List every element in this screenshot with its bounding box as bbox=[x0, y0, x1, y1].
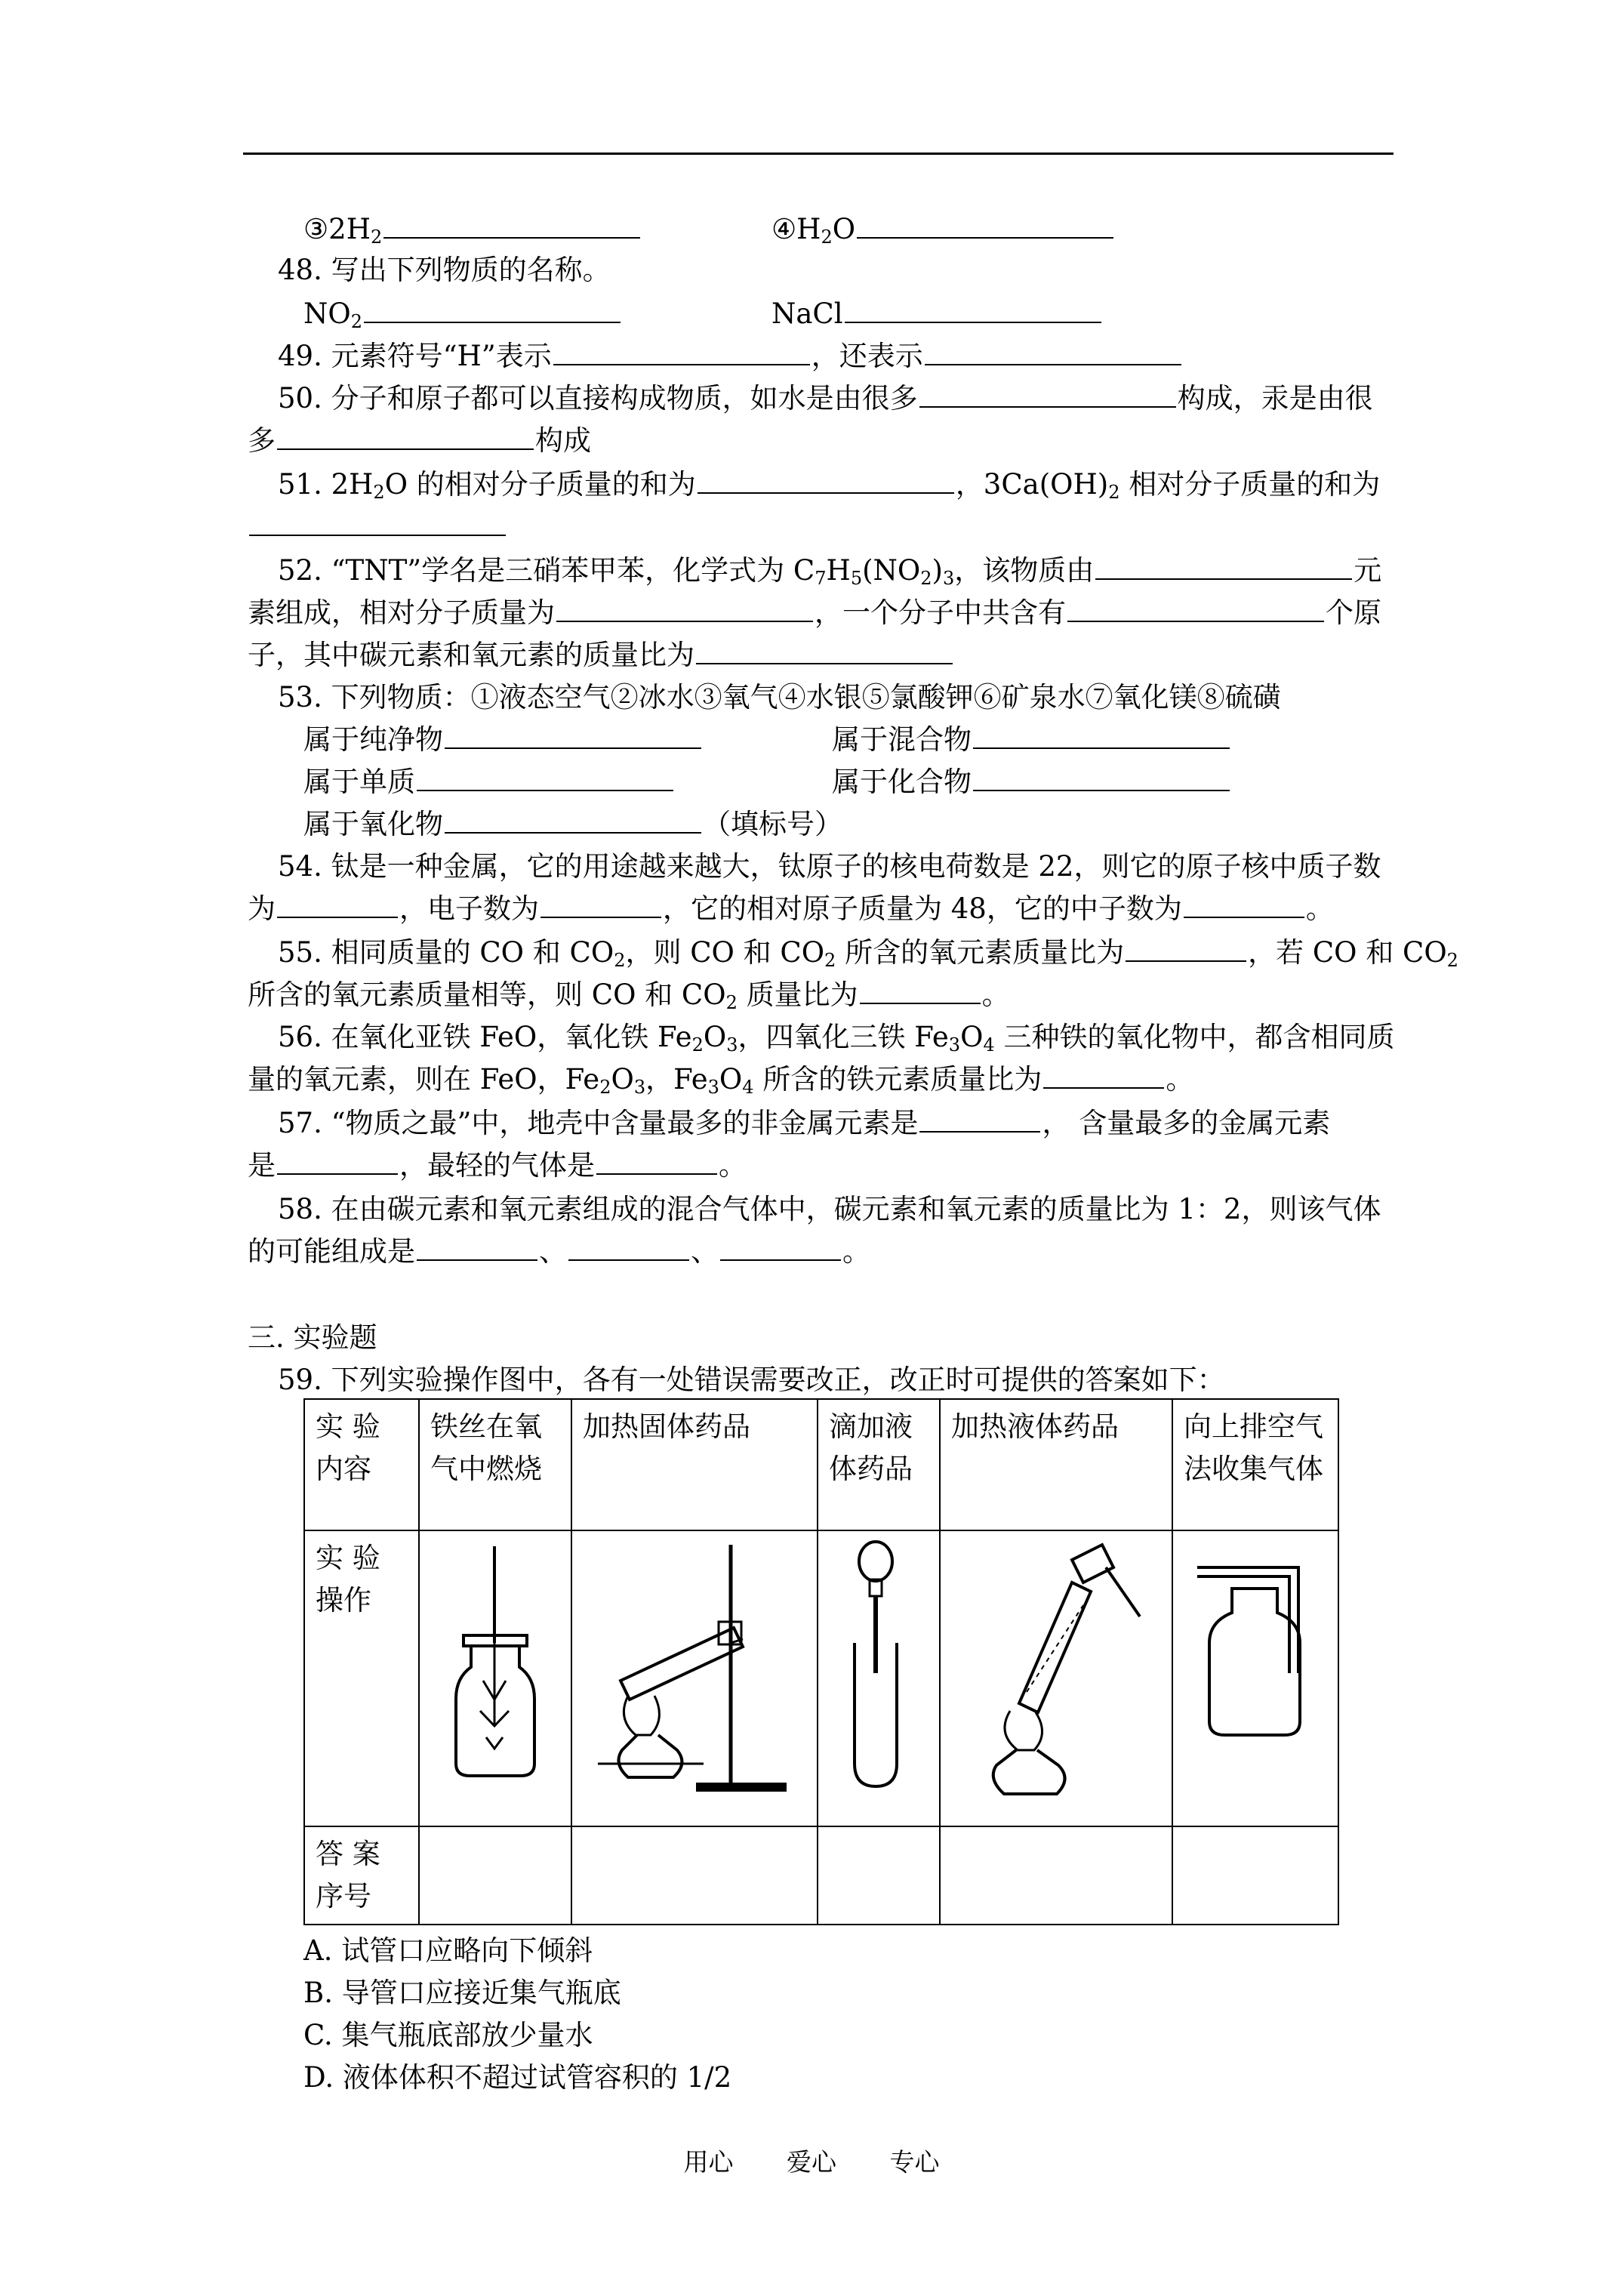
q53-line: 53. 下列物质：①液态空气②冰水③氧气④水银⑤氯酸钾⑥矿泉水⑦氧化镁⑧硫磺 bbox=[278, 681, 1281, 713]
q50-line2: 多 构成 bbox=[248, 420, 1410, 462]
q56-line2: 量的氧元素，则在 FeO，$Fe_2O_3$，$Fe_3O_4$ 所含的铁元素质量比为 。 bbox=[248, 1059, 1410, 1101]
answer-blank[interactable] bbox=[973, 719, 1230, 749]
answer-blank[interactable] bbox=[417, 1231, 537, 1261]
footer-text: 用心 bbox=[683, 2147, 734, 2177]
answer-blank[interactable] bbox=[277, 888, 398, 918]
row-header-content: 实 验 内容 bbox=[304, 1399, 419, 1530]
q58-line: 58. 在由碳元素和氧元素组成的混合气体中，碳元素和氧元素的质量比为 1：2，则该气体 bbox=[278, 1193, 1381, 1225]
answer-blank[interactable] bbox=[696, 634, 953, 664]
page-footer bbox=[0, 2143, 1623, 2178]
q49-line: 49. 元素符号“H”表示 ，还表示 bbox=[278, 335, 1440, 378]
q48-items: $NO_2$ NaCl bbox=[303, 293, 1466, 335]
answer-blank[interactable] bbox=[417, 761, 673, 791]
section-title-experiment: 三. 实验题 bbox=[248, 1321, 377, 1354]
answer-blank[interactable] bbox=[249, 506, 506, 536]
gas-collection-bottle-icon bbox=[1184, 1537, 1327, 1817]
q48-line: 48. 写出下列物质的名称。 bbox=[278, 254, 611, 286]
q53-row2: 属于单质 属于化合物 bbox=[303, 761, 1466, 803]
answer-blank[interactable] bbox=[857, 208, 1113, 239]
q52-line: 52. “TNT”学名是三硝苯甲苯，化学式为 $C_7H_5(NO_2)_3$，该物质由 元 bbox=[278, 550, 1440, 592]
answer-blank[interactable] bbox=[277, 1145, 398, 1175]
q51-line: 51. $2H_2O$ 的相对分子质量的和为 ，$3Ca(OH)_2$ 相对分子质量的和为 bbox=[278, 464, 1440, 506]
answer-blank[interactable] bbox=[364, 293, 621, 323]
answer-blank[interactable] bbox=[698, 464, 954, 494]
cell-heat-liquid-image bbox=[940, 1530, 1172, 1826]
col-heat-solid: 加热固体药品 bbox=[571, 1399, 818, 1530]
dropper-test-tube-icon bbox=[829, 1537, 927, 1817]
answer-cell[interactable] bbox=[940, 1826, 1172, 1925]
q54-line: 54. 钛是一种金属，它的用途越来越大，钛原子的核电荷数是 22，则它的原子核中质子数 bbox=[278, 850, 1381, 883]
col-iron-wire: 铁丝在氧气中燃烧 bbox=[419, 1399, 571, 1530]
answer-blank[interactable] bbox=[568, 1231, 689, 1261]
answer-blank[interactable] bbox=[445, 803, 701, 834]
q53-row3: 属于氧化物 （填标号） bbox=[303, 803, 1466, 846]
q55-line: 55. 相同质量的 CO 和 $CO_2$，则 CO 和 $CO_2$ 所含的氧元素质量比为 ，若 CO 和 $CO_2$ bbox=[278, 932, 1440, 974]
footer-text: 专心 bbox=[889, 2147, 940, 2177]
q57-line: 57. “物质之最”中，地壳中含量最多的非金属元素是 ， 含量最多的金属元素 bbox=[278, 1102, 1440, 1145]
q51-line2 bbox=[248, 506, 1410, 548]
q58-line2: 的可能组成是 、 、 。 bbox=[248, 1231, 1410, 1273]
heat-liquid-apparatus-icon bbox=[951, 1537, 1155, 1817]
q50-line: 50. 分子和原子都可以直接构成物质，如水是由很多 构成，汞是由很 bbox=[278, 378, 1440, 420]
heat-solid-apparatus-icon bbox=[583, 1537, 802, 1817]
answer-blank[interactable] bbox=[1126, 932, 1246, 962]
q59-line: 59. 下列实验操作图中，各有一处错误需要改正，改正时可提供的答案如下： bbox=[278, 1364, 1225, 1396]
q47-line: $③2H_2$ $④H_2O$ bbox=[303, 208, 1466, 251]
answer-blank[interactable] bbox=[1095, 550, 1352, 580]
cell-heat-solid-image bbox=[571, 1530, 818, 1826]
answer-cell[interactable] bbox=[419, 1826, 571, 1925]
iron-wire-jar-icon bbox=[430, 1537, 559, 1817]
answer-blank[interactable] bbox=[720, 1231, 841, 1261]
cell-gas-collect-image bbox=[1172, 1530, 1338, 1826]
option-c: C. 集气瓶底部放少量水 bbox=[303, 2019, 593, 2051]
answer-blank[interactable] bbox=[540, 888, 661, 918]
answer-blank[interactable] bbox=[596, 1145, 717, 1175]
row-header-answer: 答 案 序号 bbox=[304, 1826, 419, 1925]
answer-cell[interactable] bbox=[571, 1826, 818, 1925]
answer-blank[interactable] bbox=[973, 761, 1230, 791]
q52-line2: 素组成，相对分子质量为 ，一个分子中共含有 个原 bbox=[248, 592, 1410, 634]
table-row bbox=[304, 1399, 1338, 1530]
answer-blank[interactable] bbox=[1184, 888, 1304, 918]
q53-row1: 属于纯净物 属于混合物 bbox=[303, 719, 1466, 761]
answer-blank[interactable] bbox=[845, 293, 1101, 323]
option-b: B. 导管口应接近集气瓶底 bbox=[303, 1977, 621, 2009]
answer-blank[interactable] bbox=[383, 208, 640, 239]
table-row bbox=[304, 1530, 1338, 1826]
row-header-operation: 实 验 操作 bbox=[304, 1530, 419, 1826]
answer-blank[interactable] bbox=[925, 335, 1181, 365]
answer-blank[interactable] bbox=[860, 974, 981, 1004]
experiment-table bbox=[303, 1398, 1339, 1925]
answer-blank[interactable] bbox=[1043, 1059, 1164, 1089]
cell-drop-liquid-image bbox=[818, 1530, 940, 1826]
col-drop-liquid: 滴加液体药品 bbox=[818, 1399, 940, 1530]
col-heat-liquid: 加热液体药品 bbox=[940, 1399, 1172, 1530]
answer-cell[interactable] bbox=[818, 1826, 940, 1925]
answer-blank[interactable] bbox=[553, 335, 810, 365]
answer-blank[interactable] bbox=[556, 592, 813, 622]
answer-cell[interactable] bbox=[1172, 1826, 1338, 1925]
q57-line2: 是 ，最轻的气体是 。 bbox=[248, 1145, 1410, 1187]
option-d: D. 液体体积不超过试管容积的 1/2 bbox=[303, 2061, 732, 2094]
q55-line2: 所含的氧元素质量相等，则 CO 和 $CO_2$ 质量比为 。 bbox=[248, 974, 1410, 1016]
answer-blank[interactable] bbox=[1067, 592, 1324, 622]
answer-blank[interactable] bbox=[919, 378, 1176, 408]
table-row bbox=[304, 1826, 1338, 1925]
q54-line2: 为 ，电子数为 ，它的相对原子质量为 48，它的中子数为 。 bbox=[248, 888, 1410, 930]
answer-blank[interactable] bbox=[277, 420, 534, 450]
answer-blank[interactable] bbox=[445, 719, 701, 749]
col-gas-collect: 向上排空气法收集气体 bbox=[1172, 1399, 1338, 1530]
cell-iron-wire-image bbox=[419, 1530, 571, 1826]
option-a: A. 试管口应略向下倾斜 bbox=[303, 1934, 593, 1967]
q56-line: 56. 在氧化亚铁 FeO，氧化铁 $Fe_2O_3$，四氧化三铁 $Fe_3O_4$ 三种铁的氧化物中，都含相同质 bbox=[278, 1021, 1395, 1056]
header-rule bbox=[243, 153, 1394, 155]
q52-line3: 子，其中碳元素和氧元素的质量比为 bbox=[248, 634, 1410, 676]
answer-blank[interactable] bbox=[919, 1102, 1040, 1133]
footer-text: 爱心 bbox=[787, 2147, 836, 2177]
